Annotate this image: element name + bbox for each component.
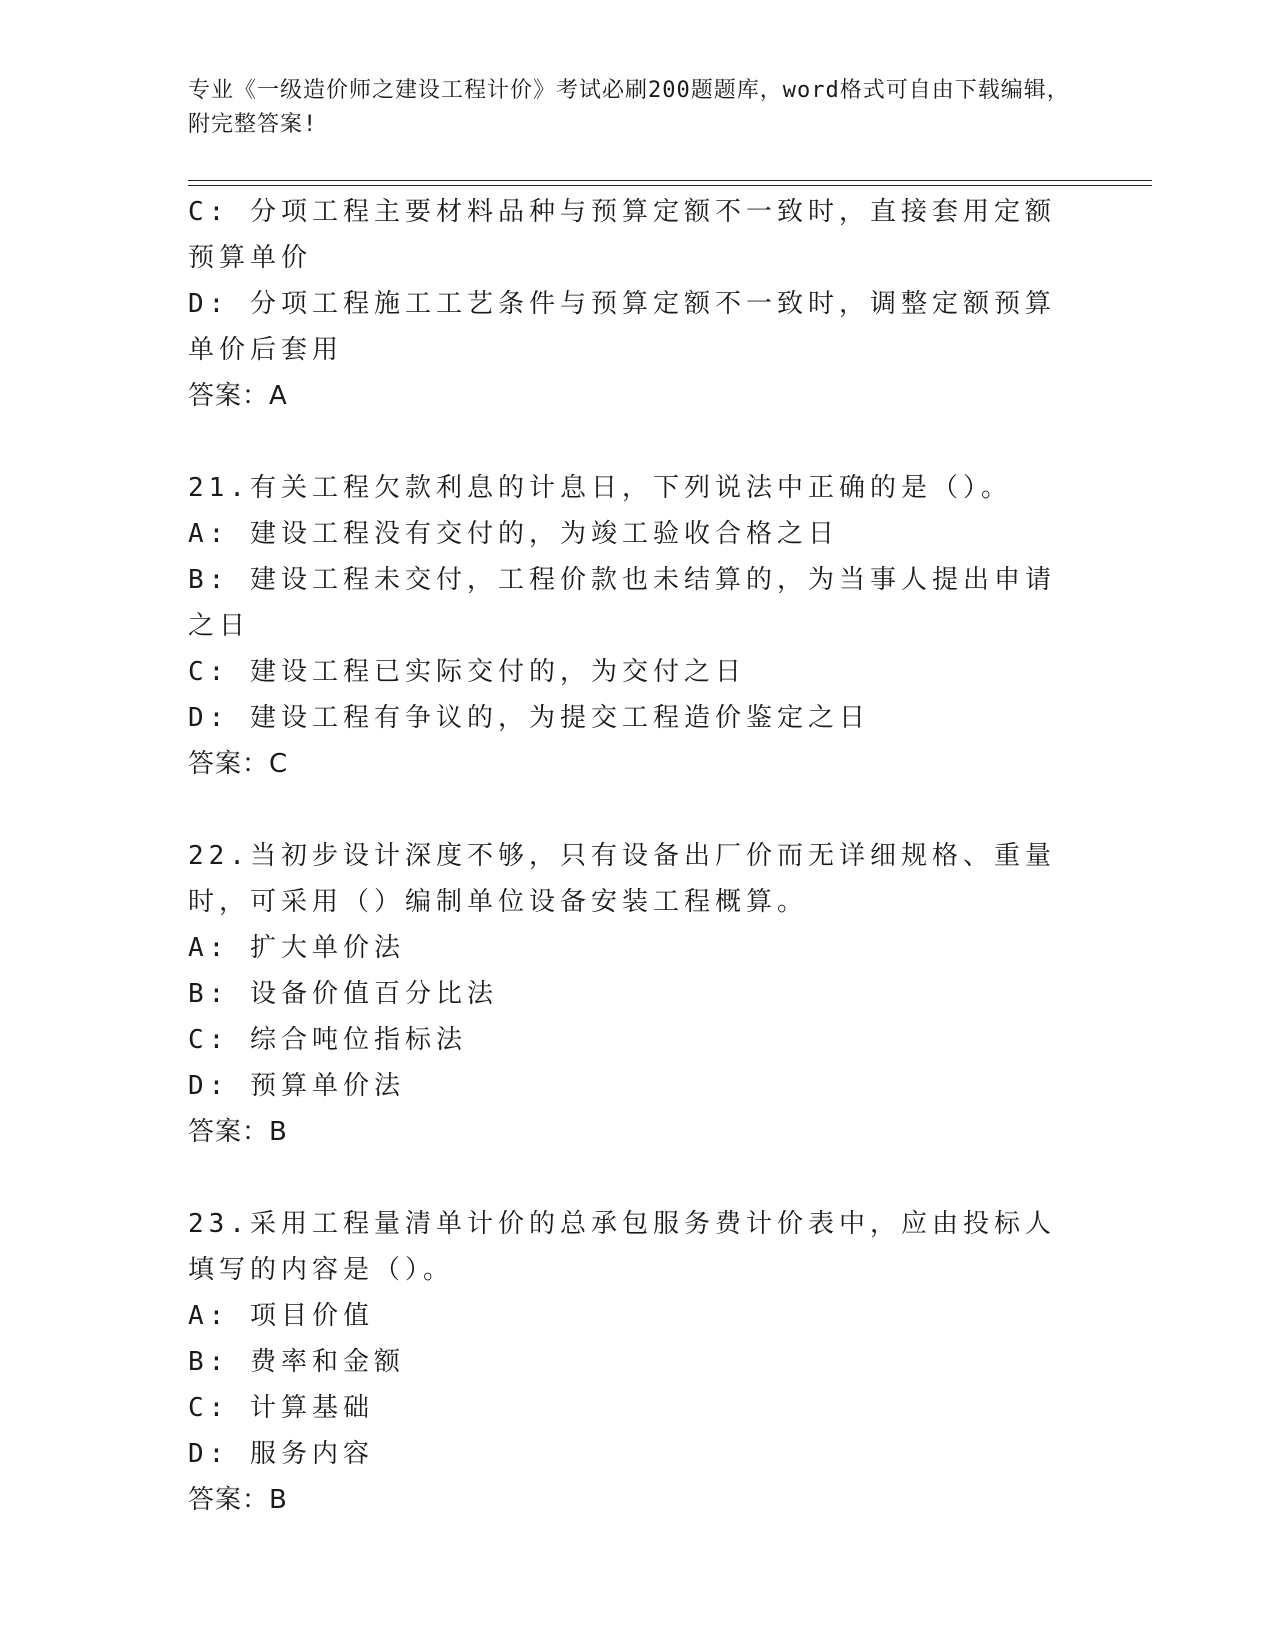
option-d: D: 服务内容: [188, 1439, 374, 1469]
question-stem: 23.采用工程量清单计价的总承包服务费计价表中，应由投标人填写的内容是（）。: [188, 1209, 1056, 1285]
option-a: A: 建设工程没有交付的，为竣工验收合格之日: [188, 519, 839, 549]
spacer: [188, 787, 1068, 833]
question-content: [188, 189, 1068, 1523]
page-header: [188, 74, 1088, 142]
spacer: [188, 1155, 1068, 1201]
question-22: [188, 833, 1068, 1155]
question-stem: 21.有关工程欠款利息的计息日，下列说法中正确的是（）。: [188, 473, 1012, 503]
question-stem: 22.当初步设计深度不够，只有设备出厂价而无详细规格、重量时，可采用（）编制单位设备安装工程概算。: [188, 841, 1056, 917]
answer: 答案：A: [188, 381, 288, 411]
answer: 答案：C: [188, 749, 289, 779]
header-divider-bottom: [188, 185, 1152, 186]
option-c: C: 综合吨位指标法: [188, 1025, 467, 1055]
spacer: [188, 419, 1068, 465]
answer: 答案：B: [188, 1485, 288, 1515]
option-b: B: 建设工程未交付，工程价款也未结算的，为当事人提出申请之日: [188, 565, 1056, 641]
option-d: D: 分项工程施工工艺条件与预算定额不一致时，调整定额预算单价后套用: [188, 289, 1056, 365]
option-c: C: 计算基础: [188, 1393, 374, 1423]
question-20-continued: [188, 189, 1068, 419]
option-b: B: 设备价值百分比法: [188, 979, 498, 1009]
option-b: B: 费率和金额: [188, 1347, 405, 1377]
option-a: A: 项目价值: [188, 1301, 374, 1331]
document-title: 专业《一级造价师之建设工程计价》考试必刷200题题库，word格式可自由下载编辑，附完整答案!: [188, 78, 1070, 137]
option-c: C: 分项工程主要材料品种与预算定额不一致时，直接套用定额预算单价: [188, 197, 1056, 273]
option-a: A: 扩大单价法: [188, 933, 405, 963]
question-21: [188, 465, 1068, 787]
question-23: [188, 1201, 1068, 1523]
header-divider-top: [188, 180, 1152, 181]
option-d: D: 建设工程有争议的，为提交工程造价鉴定之日: [188, 703, 870, 733]
option-d: D: 预算单价法: [188, 1071, 405, 1101]
option-c: C: 建设工程已实际交付的，为交付之日: [188, 657, 746, 687]
answer: 答案：B: [188, 1117, 288, 1147]
